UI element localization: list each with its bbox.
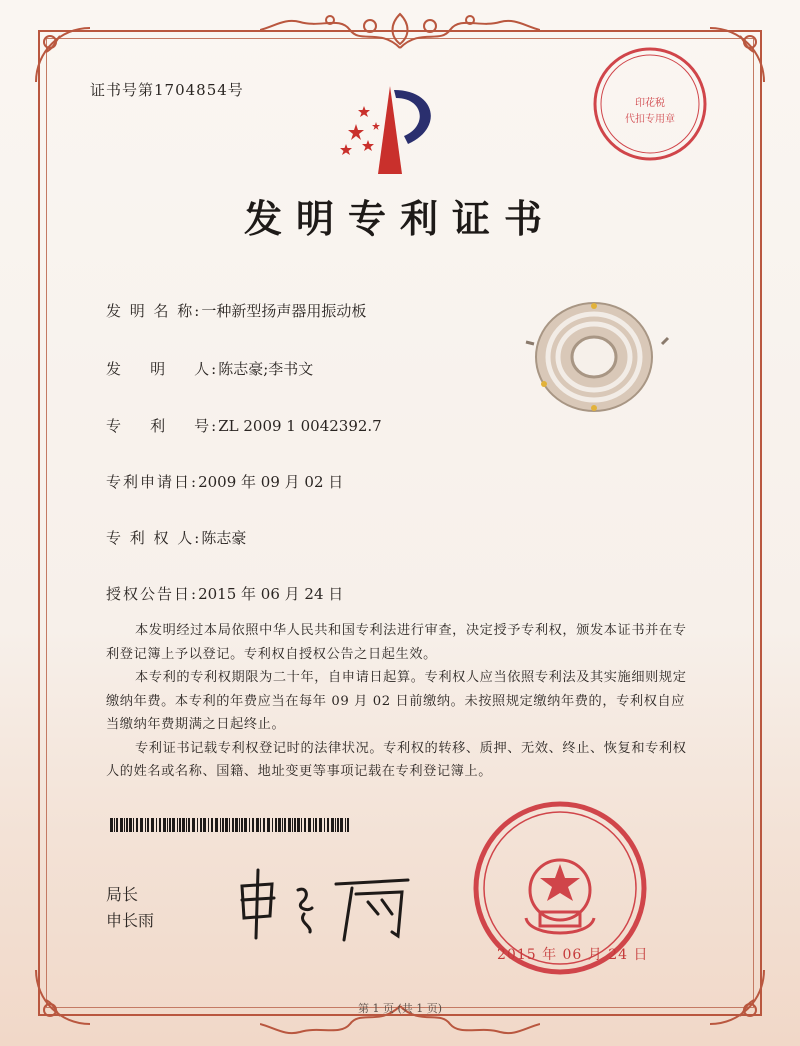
corner-ornament-bl — [30, 960, 100, 1030]
field-invention-name — [106, 300, 366, 321]
inventor-label: 发 明 人: — [106, 360, 219, 378]
field-grant-date — [106, 583, 343, 604]
corner-ornament-br — [700, 960, 770, 1030]
filing-date-label: 专利申请日: — [106, 473, 199, 491]
field-filing-date — [106, 471, 343, 492]
patentee-value: 陈志豪 — [201, 529, 247, 547]
director-name: 申长雨 — [106, 911, 155, 930]
sipo-logo-icon — [332, 82, 452, 178]
invention-name-label: 发 明 名 称: — [106, 302, 202, 320]
body-text — [106, 619, 696, 784]
svg-text:印花税: 印花税 — [635, 98, 665, 109]
certificate-number: 证书号第1704854号 — [90, 81, 244, 99]
certificate-title: 发明专利证书 — [243, 196, 556, 241]
body-paragraph-2: 本专利的专利权期限为二十年，自申请日起算。专利权人应当依照专利法及其实施细则规定缴纳年费。本专利的年费应当在每年 09 月 02 日前缴纳。未按照规定缴纳年费的，专利权自应当缴纳年费期满之日起终止。 — [106, 670, 687, 732]
seal-date: 2015 年 06 月 24 日 — [497, 947, 649, 963]
patent-number-label: 专 利 号: — [106, 417, 219, 435]
director-signature — [232, 862, 422, 942]
body-paragraph-3: 专利证书记载专利权登记时的法律状况。专利权的转移、质押、无效、终止、恢复和专利权人的姓名或名称、国籍、地址变更等事项记载在专利登记簿上。 — [106, 740, 687, 779]
field-patent-number — [106, 415, 382, 436]
body-paragraph-1: 本发明经过本局依照中华人民共和国专利法进行审查，决定授予专利权，颁发本证书并在专利登记簿上予以登记。专利权自授权公告之日起生效。 — [106, 623, 687, 662]
grant-date-value: 2015 年 06 月 24 日 — [198, 585, 344, 603]
tax-stamp — [590, 44, 710, 164]
grant-date-label: 授权公告日: — [106, 585, 199, 603]
inventor-value: 陈志豪;李书文 — [218, 360, 314, 378]
corner-ornament-tr — [700, 22, 770, 92]
vibration-plate-image — [522, 296, 672, 418]
field-patentee — [106, 527, 246, 548]
page-footer: 第 1 页 (共 1 页) — [357, 1002, 443, 1015]
director-title: 局长 — [106, 885, 139, 904]
patent-number-value: ZL 2009 1 0042392.7 — [218, 417, 382, 435]
filing-date-value: 2009 年 09 月 02 日 — [198, 473, 344, 491]
top-ornament — [260, 8, 540, 52]
patentee-label: 专 利 权 人: — [106, 529, 202, 547]
svg-text:代扣专用章: 代扣专用章 — [625, 114, 675, 125]
barcode-icon — [110, 818, 350, 832]
invention-name-value: 一种新型扬声器用振动板 — [201, 302, 367, 320]
field-inventor — [106, 358, 313, 379]
